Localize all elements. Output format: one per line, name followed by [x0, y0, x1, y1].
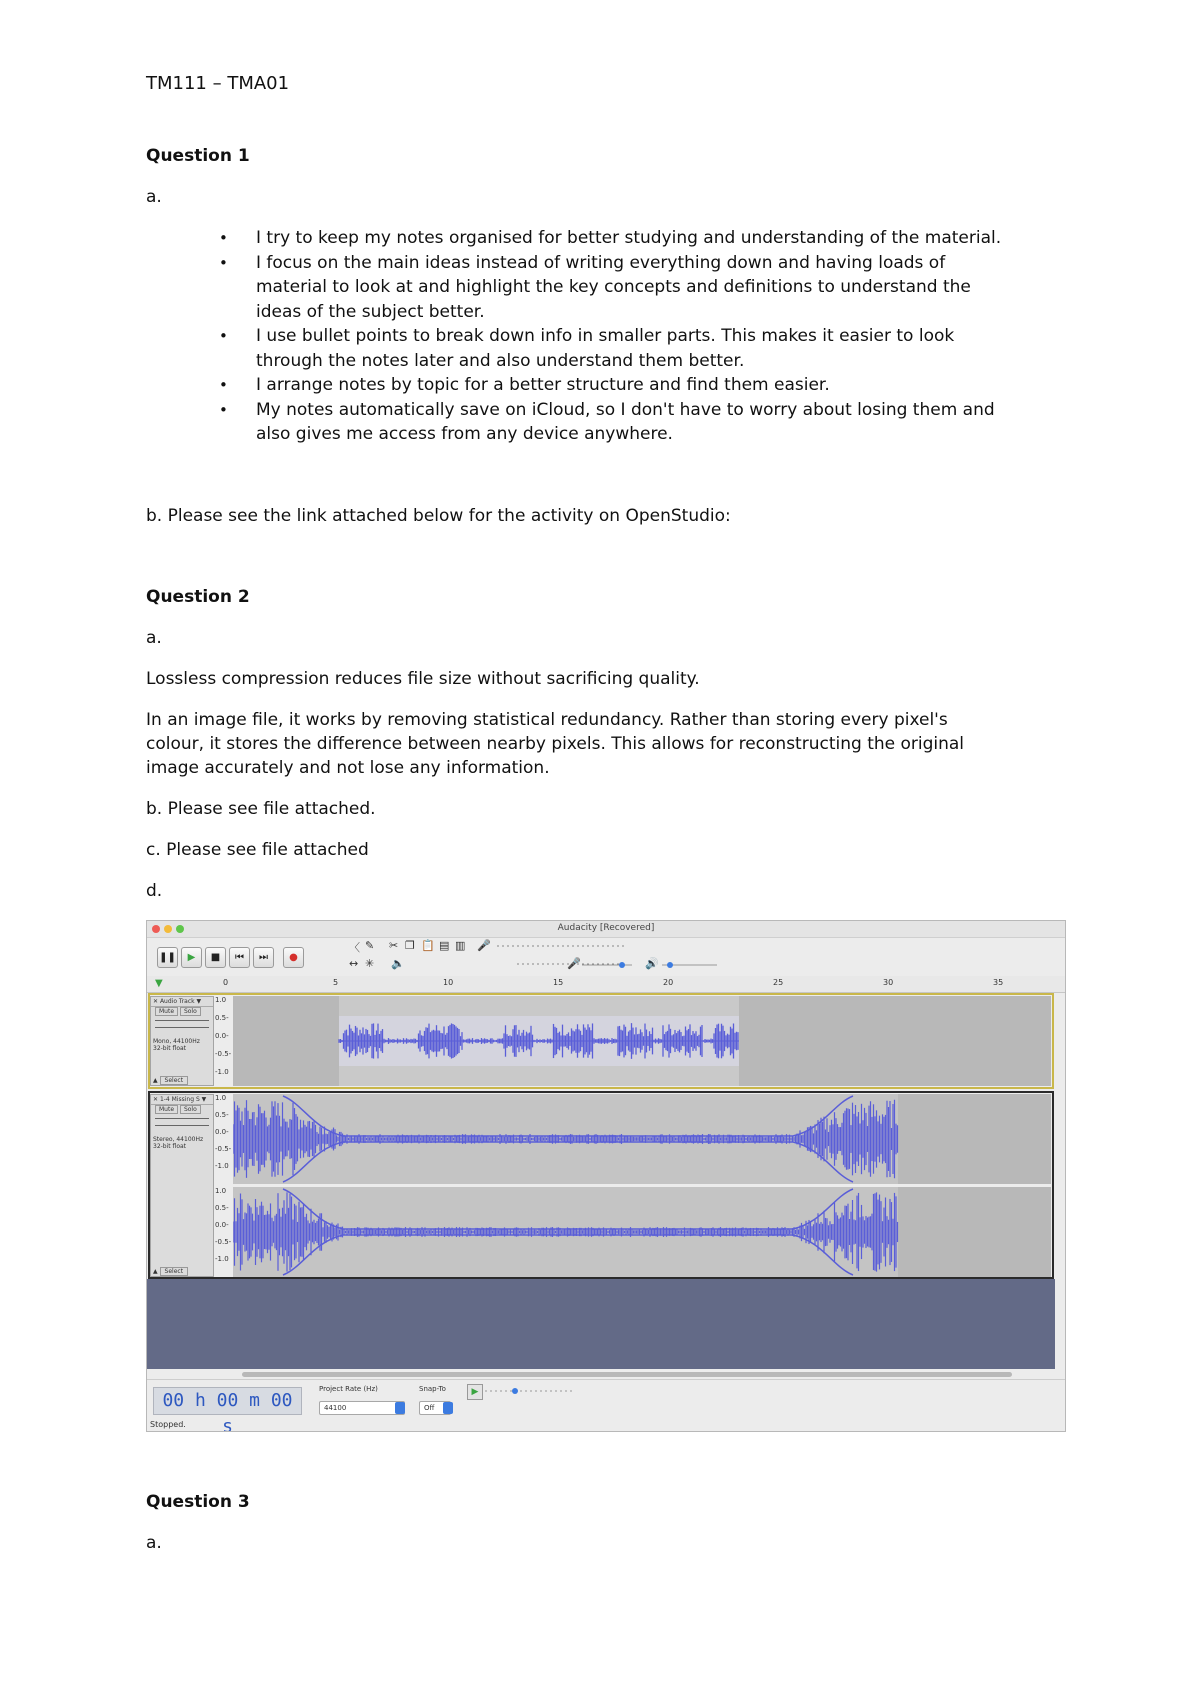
snap-to-dropdown-icon[interactable] — [443, 1402, 453, 1414]
gain-slider[interactable] — [155, 1118, 209, 1119]
gain-slider[interactable] — [155, 1020, 209, 1021]
project-rate-label: Project Rate (Hz) — [319, 1385, 378, 1393]
track-2-left-waveform[interactable] — [233, 1094, 1051, 1184]
track-1-scale: 1.0 0.5- 0.0- -0.5- -1.0 — [215, 996, 232, 1076]
stop-icon: ■ — [210, 952, 221, 963]
collapse-icon[interactable]: ▲ — [153, 1077, 158, 1084]
speaker-icon[interactable]: 🔈 — [391, 957, 405, 970]
volume-sliders[interactable] — [582, 959, 722, 971]
pause-button[interactable] — [157, 947, 178, 968]
track-1-control-panel[interactable] — [150, 996, 214, 1086]
skip-end-button[interactable] — [253, 947, 274, 968]
snap-to-select[interactable]: Off — [419, 1401, 451, 1415]
track-close-icon[interactable]: ✕ — [153, 998, 159, 1005]
play-icon: ▶ — [187, 952, 196, 963]
record-meter-icon: 🎤 — [567, 957, 581, 970]
question-1-heading: Question 1 — [146, 146, 250, 166]
track-2-control-panel[interactable] — [150, 1094, 214, 1277]
collapse-icon[interactable]: ▲ — [153, 1268, 158, 1275]
record-button[interactable] — [283, 947, 304, 968]
skip-end-icon: ⏭ — [259, 952, 268, 963]
timeline-ruler[interactable] — [147, 976, 1065, 993]
window-titlebar — [147, 921, 1065, 938]
skip-start-button[interactable] — [229, 947, 250, 968]
snap-to-label: Snap-To — [419, 1385, 446, 1393]
question-2-part-b: b. Please see file attached. — [146, 799, 376, 819]
ruler-tick: 35 — [993, 978, 1004, 987]
pause-icon: ❚❚ — [159, 952, 176, 963]
bullet-item: • I use bullet points to break down info in smaller parts. This makes it easier to look through the notes later and also understand them better. — [146, 324, 1076, 373]
ruler-tick: 15 — [553, 978, 564, 987]
bullet-item: • I try to keep my notes organised for better studying and understanding of the material. — [146, 226, 1076, 251]
status-text: Stopped. — [150, 1420, 186, 1429]
timeline-play-icon[interactable]: ▼ — [155, 978, 163, 989]
envelope-tool-icon[interactable]: ↔ — [349, 957, 359, 970]
question-3-part-a-label: a. — [146, 1533, 162, 1553]
ruler-tick: 20 — [663, 978, 674, 987]
trim-icon[interactable]: ▤ — [439, 939, 450, 952]
track-1-info-line: 32-bit float — [153, 1045, 187, 1052]
question-2-part-d: d. — [146, 881, 163, 901]
multi-tool-icon[interactable]: ✳ — [365, 957, 375, 970]
draw-tool-icon[interactable]: ✎ — [365, 939, 375, 952]
microphone-icon[interactable]: 🎤 — [477, 939, 491, 952]
play-at-speed-icon: ▶ — [471, 1387, 479, 1397]
project-rate-dropdown-icon[interactable] — [395, 1402, 405, 1414]
question-3-heading: Question 3 — [146, 1492, 250, 1512]
question-1-bullet-list — [146, 226, 1076, 447]
empty-track-area[interactable] — [147, 1279, 1055, 1369]
track-menu-icon[interactable]: ▼ — [201, 1096, 207, 1103]
track-2-right-scale: 1.0 0.5- 0.0- -0.5- -1.0 — [215, 1187, 232, 1263]
paste-icon[interactable]: 📋 — [421, 939, 435, 952]
mute-button[interactable]: Mute — [155, 1007, 178, 1016]
track-2-left-scale: 1.0 0.5- 0.0- -0.5- -1.0 — [215, 1094, 232, 1170]
bullet-item: • My notes automatically save on iCloud, so I don't have to worry about losing them and also gives me access from any device anywhere. — [146, 398, 1076, 447]
track-1-info-line: Mono, 44100Hz — [153, 1038, 200, 1045]
question-1-part-b: b. Please see the link attached below for the activity on OpenStudio: — [146, 506, 731, 526]
track-close-icon[interactable]: ✕ — [153, 1096, 159, 1103]
track-menu-icon[interactable]: ▼ — [196, 998, 202, 1005]
track-2-info-line: 32-bit float — [153, 1143, 187, 1150]
horizontal-scrollbar[interactable] — [242, 1372, 1012, 1377]
mute-button[interactable]: Mute — [155, 1105, 178, 1114]
cut-icon[interactable]: ✂ — [389, 939, 399, 952]
bullet-item: • I focus on the main ideas instead of writing everything down and having loads of material to look at and highlight the key concepts and definitions to understand the ideas of the subject better. — [146, 251, 1076, 325]
pan-slider[interactable] — [155, 1027, 209, 1028]
question-1-part-a-label: a. — [146, 187, 162, 207]
track-2-right-waveform[interactable] — [233, 1187, 1051, 1277]
solo-button[interactable]: Solo — [180, 1007, 201, 1016]
track-2-name[interactable]: 1-4 Missing S — [159, 1096, 200, 1103]
question-2-para-2-line-2: colour, it stores the difference between nearby pixels. This allows for reconstructing the original — [146, 734, 965, 754]
pan-slider[interactable] — [155, 1125, 209, 1126]
silence-icon[interactable]: ▥ — [455, 939, 466, 952]
record-icon: ● — [289, 952, 298, 963]
question-2-heading: Question 2 — [146, 587, 250, 607]
time-display[interactable]: 00 h 00 m 00 s — [153, 1387, 302, 1415]
select-button[interactable]: Select — [160, 1267, 189, 1276]
solo-button[interactable]: Solo — [180, 1105, 201, 1114]
question-2-para-2-line-3: image accurately and not lose any information. — [146, 758, 550, 778]
question-2-para-2-line-1: In an image file, it works by removing statistical redundancy. Rather than storing every pixel's — [146, 710, 948, 730]
audacity-screenshot — [146, 920, 1066, 1432]
bullet-item: • I arrange notes by topic for a better structure and find them easier. — [146, 373, 1076, 398]
window-title: Audacity [Recovered] — [557, 923, 655, 933]
ruler-tick: 0 — [223, 978, 229, 987]
ruler-tick: 25 — [773, 978, 784, 987]
stop-button[interactable] — [205, 947, 226, 968]
question-2-part-a-label: a. — [146, 628, 162, 648]
select-button[interactable]: Select — [160, 1076, 189, 1085]
ruler-tick: 5 — [333, 978, 339, 987]
skip-start-icon: ⏮ — [235, 952, 244, 963]
copy-icon[interactable]: ❐ — [405, 939, 415, 952]
playback-meter-icon: 🔊 — [645, 957, 659, 970]
track-1-waveform[interactable] — [233, 996, 1051, 1086]
selection-toolbar — [147, 1379, 1065, 1432]
play-at-speed-button[interactable] — [467, 1384, 483, 1400]
project-rate-select[interactable]: 44100 — [319, 1401, 405, 1415]
question-2-para-1: Lossless compression reduces file size without sacrificing quality. — [146, 669, 700, 689]
question-2-part-c: c. Please see file attached — [146, 840, 369, 860]
ruler-tick: 10 — [443, 978, 454, 987]
play-speed-slider[interactable] — [485, 1386, 575, 1396]
track-1-name[interactable]: Audio Track — [159, 998, 195, 1005]
selection-tool-icon[interactable]: 〈 — [349, 941, 360, 954]
play-button[interactable] — [181, 947, 202, 968]
ruler-tick: 30 — [883, 978, 894, 987]
page-header: TM111 – TMA01 — [146, 73, 290, 94]
track-2-info-line: Stereo, 44100Hz — [153, 1136, 204, 1143]
